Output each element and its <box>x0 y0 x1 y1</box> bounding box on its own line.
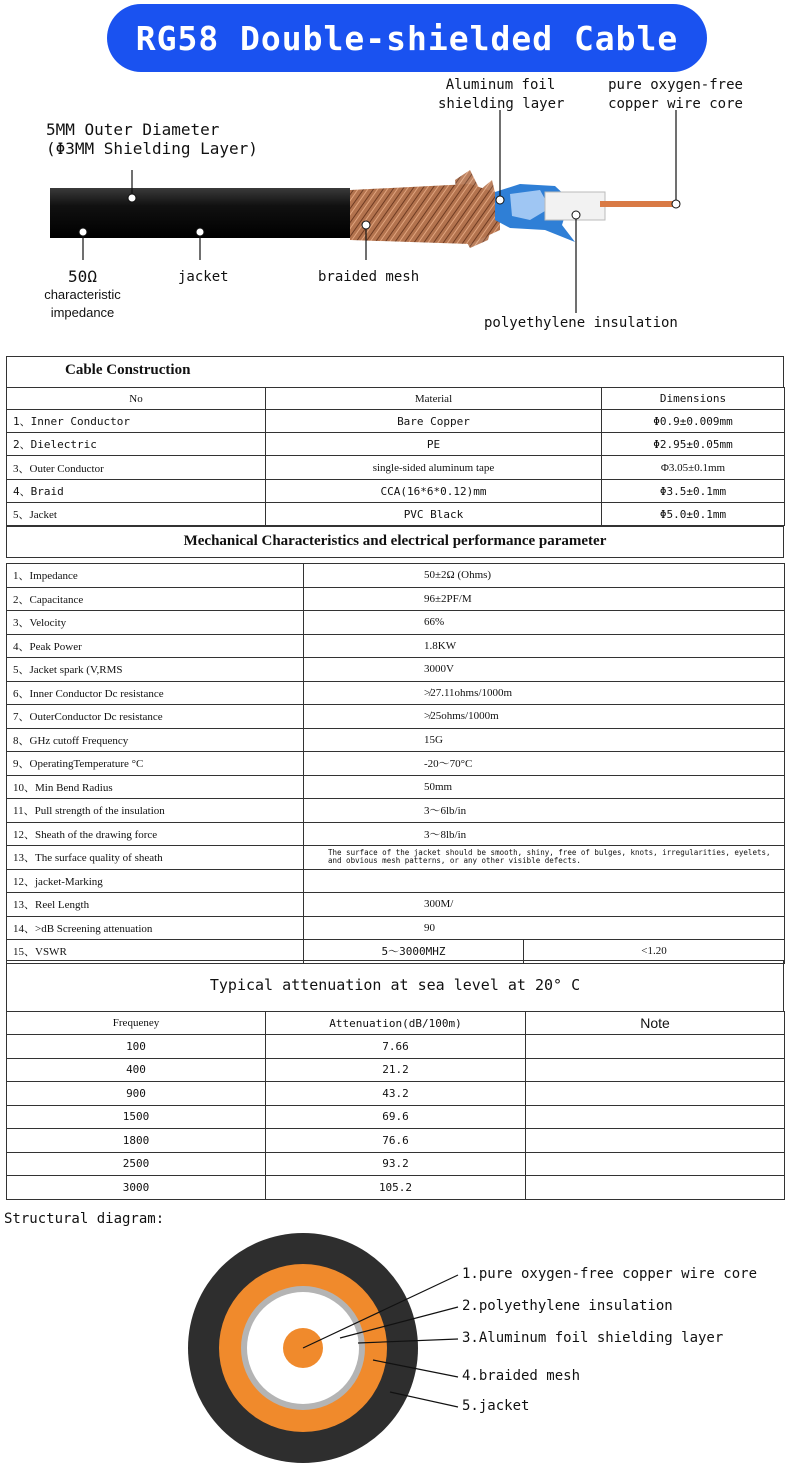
table-cell: 76.6 <box>266 1129 526 1153</box>
table-cell <box>526 1129 785 1153</box>
parameter-name: 14、>dB Screening attenuation <box>7 916 304 940</box>
table-row <box>7 410 785 433</box>
table-row <box>7 634 785 658</box>
parameter-name: 9、OperatingTemperature °C <box>7 752 304 776</box>
mechanical-title: Mechanical Characteristics and electrical performance parameter <box>183 533 607 549</box>
parameter-value: 50mm <box>304 775 785 799</box>
table-cell: 100 <box>7 1035 266 1059</box>
table-cell: single-sided aluminum tape <box>266 456 602 480</box>
parameter-name: 4、Peak Power <box>7 634 304 658</box>
callout-impedance-1: characteristic <box>44 287 121 302</box>
table-cell <box>526 1176 785 1200</box>
table-cell <box>526 1082 785 1106</box>
callout-core-2: copper wire core <box>608 96 743 112</box>
attenuation-table <box>6 1011 785 1200</box>
parameter-value: <1.20 <box>524 940 785 964</box>
table-cell: 3、Outer Conductor <box>7 456 266 480</box>
parameter-value: 300M/ <box>304 893 785 917</box>
mechanical-table <box>6 563 785 964</box>
table-row <box>7 799 785 823</box>
title-banner <box>107 4 707 72</box>
structure-label-insulation: 2.polyethylene insulation <box>462 1298 673 1314</box>
structural-title: Structural diagram: <box>4 1211 165 1227</box>
table-cell: 2、Dielectric <box>7 433 266 456</box>
construction-title-row <box>6 356 784 388</box>
parameter-value: 5～3000MHZ <box>304 940 524 964</box>
table-cell: 2500 <box>7 1152 266 1176</box>
table-cell: 1500 <box>7 1105 266 1129</box>
table-row <box>7 846 785 870</box>
parameter-value: 3～6lb/in <box>304 799 785 823</box>
callout-insulation: polyethylene insulation <box>484 315 678 331</box>
table-row <box>7 456 785 480</box>
parameter-name: 13、The surface quality of sheath <box>7 846 304 870</box>
table-row <box>7 705 785 729</box>
callout-outer-diameter: 5MM Outer Diameter <box>46 120 220 139</box>
table-cell: 5、Jacket <box>7 503 266 526</box>
parameter-value: 96±2PF/M <box>304 587 785 611</box>
parameter-name: 7、OuterConductor Dc resistance <box>7 705 304 729</box>
callout-foil-2: shielding layer <box>438 96 565 112</box>
parameter-value: 15G <box>304 728 785 752</box>
parameter-value: 3000V <box>304 658 785 682</box>
construction-table <box>6 387 785 526</box>
parameter-name: 10、Min Bend Radius <box>7 775 304 799</box>
table-cell: Bare Copper <box>266 410 602 433</box>
callout-foil-1: Aluminum foil <box>445 77 556 93</box>
parameter-name: 15、VSWR <box>7 940 304 964</box>
table-row <box>7 681 785 705</box>
table-row <box>7 1058 785 1082</box>
parameter-value: 90 <box>304 916 785 940</box>
column-header: Frequeney <box>7 1012 266 1035</box>
table-cell: CCA(16*6*0.12)mm <box>266 480 602 503</box>
table-row <box>7 916 785 940</box>
page-title: RG58 Double-shielded Cable <box>135 18 679 58</box>
table-row <box>7 822 785 846</box>
table-row <box>7 752 785 776</box>
parameter-name: 6、Inner Conductor Dc resistance <box>7 681 304 705</box>
table-cell: Φ0.9±0.009mm <box>602 410 785 433</box>
table-row <box>7 1035 785 1059</box>
parameter-value: ≯27.11ohms/1000m <box>304 681 785 705</box>
table-cell: 1、Inner Conductor <box>7 410 266 433</box>
parameter-name: 11、Pull strength of the insulation <box>7 799 304 823</box>
parameter-value: 50±2Ω (Ohms) <box>304 564 785 588</box>
callout-jacket: jacket <box>178 269 229 285</box>
callout-impedance-value: 50Ω <box>68 267 97 286</box>
parameter-name: 12、Sheath of the drawing force <box>7 822 304 846</box>
table-cell: Φ3.5±0.1mm <box>602 480 785 503</box>
parameter-value <box>304 869 785 893</box>
table-cell: 900 <box>7 1082 266 1106</box>
parameter-name: 1、Impedance <box>7 564 304 588</box>
table-cell: Φ5.0±0.1mm <box>602 503 785 526</box>
parameter-name: 8、GHz cutoff Frequency <box>7 728 304 752</box>
table-cell: 1800 <box>7 1129 266 1153</box>
table-row <box>7 1105 785 1129</box>
cable-core <box>600 201 680 207</box>
parameter-value: 66% <box>304 611 785 635</box>
table-header-row <box>7 1012 785 1035</box>
structure-label-core: 1.pure oxygen-free copper wire core <box>462 1266 758 1282</box>
table-cell: 93.2 <box>266 1152 526 1176</box>
column-header: Attenuation(dB/100m) <box>266 1012 526 1035</box>
table-cell: 69.6 <box>266 1105 526 1129</box>
parameter-name: 2、Capacitance <box>7 587 304 611</box>
table-row <box>7 564 785 588</box>
header-dimensions: Dimensions <box>602 388 785 410</box>
table-cell: PE <box>266 433 602 456</box>
table-row <box>7 775 785 799</box>
structure-label-braid: 4.braided mesh <box>462 1368 581 1384</box>
table-row <box>7 587 785 611</box>
table-cell: 7.66 <box>266 1035 526 1059</box>
table-row <box>7 658 785 682</box>
callout-shielding: (Φ3MM Shielding Layer) <box>46 139 258 158</box>
table-row <box>7 893 785 917</box>
table-cell: 400 <box>7 1058 266 1082</box>
parameter-value: The surface of the jacket should be smooth, shiny, free of bulges, knots, irregularities, eyelets, and obvious mesh patterns, or any other visible defects. <box>304 846 785 870</box>
table-row <box>7 1082 785 1106</box>
attenuation-title-row <box>6 960 784 1012</box>
table-cell: Φ3.05±0.1mm <box>602 456 785 480</box>
table-cell: 105.2 <box>266 1176 526 1200</box>
table-cell: 21.2 <box>266 1058 526 1082</box>
callout-core-1: pure oxygen-free <box>608 77 743 93</box>
table-row <box>7 728 785 752</box>
mechanical-title-row <box>6 526 784 558</box>
table-row <box>7 611 785 635</box>
table-cell: 4、Braid <box>7 480 266 503</box>
table-row <box>7 869 785 893</box>
parameter-name: 12、jacket-Marking <box>7 869 304 893</box>
table-cell <box>526 1105 785 1129</box>
structure-label-jacket: 5.jacket <box>462 1398 530 1414</box>
table-cell: 3000 <box>7 1176 266 1200</box>
callout-impedance-2: impedance <box>50 305 115 320</box>
construction-title: Cable Construction <box>65 362 191 378</box>
table-header-row <box>7 388 785 410</box>
header-no: No <box>7 388 266 410</box>
table-row <box>7 503 785 526</box>
parameter-value: ≯25ohms/1000m <box>304 705 785 729</box>
table-cell <box>526 1152 785 1176</box>
table-cell: PVC Black <box>266 503 602 526</box>
structure-label-foil: 3.Aluminum foil shielding layer <box>462 1330 724 1346</box>
header-material: Material <box>266 388 602 410</box>
parameter-name: 13、Reel Length <box>7 893 304 917</box>
attenuation-title: Typical attenuation at sea level at 20° C <box>209 976 581 994</box>
parameter-value: 1.8KW <box>304 634 785 658</box>
parameter-name: 3、Velocity <box>7 611 304 635</box>
column-header: Note <box>526 1012 785 1035</box>
parameter-value: 3～8lb/in <box>304 822 785 846</box>
callout-braided: braided mesh <box>318 269 420 285</box>
table-row <box>7 1152 785 1176</box>
parameter-value: -20～70°C <box>304 752 785 776</box>
table-row <box>7 433 785 456</box>
table-cell: Φ2.95±0.05mm <box>602 433 785 456</box>
parameter-name: 5、Jacket spark (V,RMS <box>7 658 304 682</box>
table-row <box>7 1129 785 1153</box>
table-row <box>7 1176 785 1200</box>
table-cell <box>526 1035 785 1059</box>
table-cell <box>526 1058 785 1082</box>
table-cell: 43.2 <box>266 1082 526 1106</box>
table-row <box>7 480 785 503</box>
